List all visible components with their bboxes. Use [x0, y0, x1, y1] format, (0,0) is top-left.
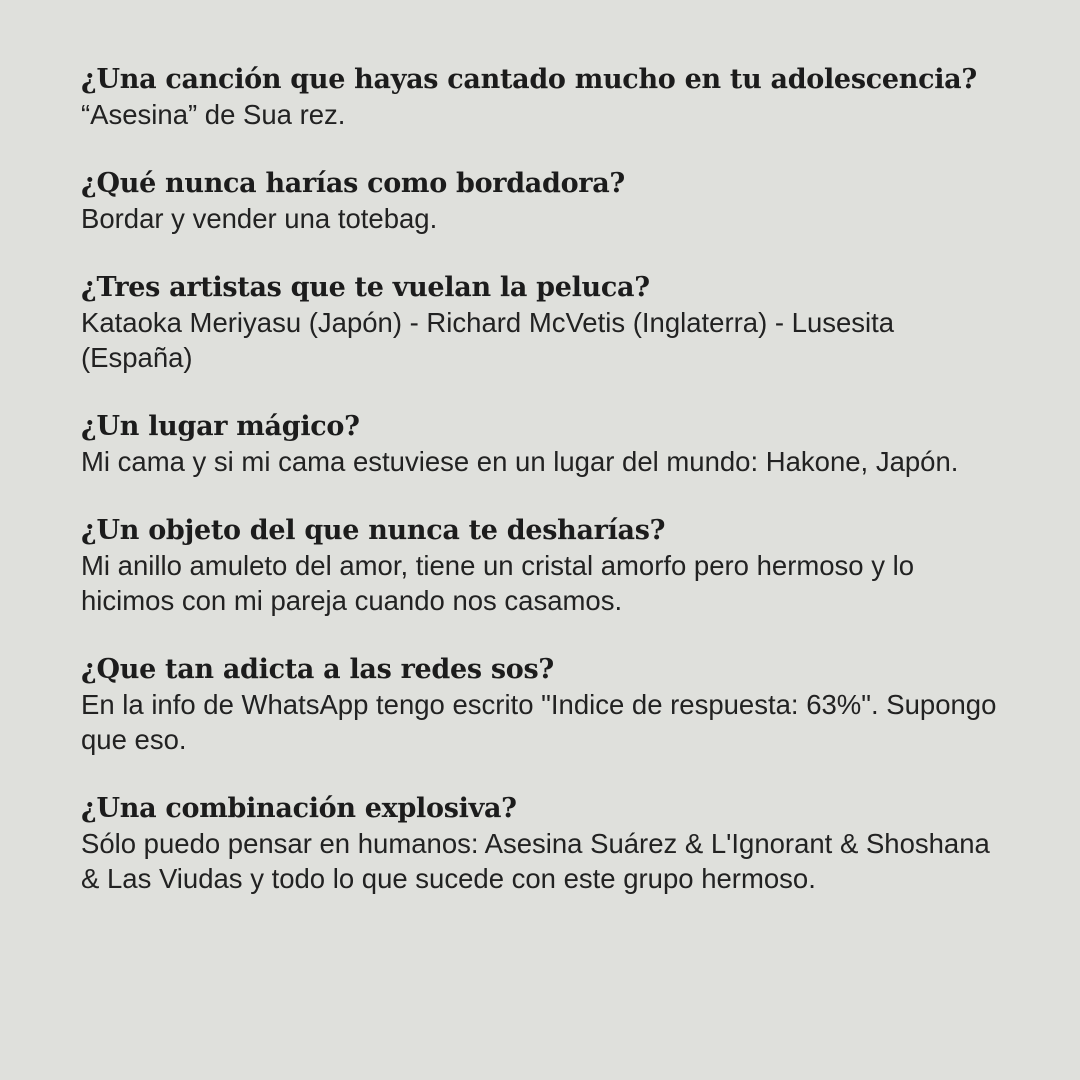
- interview-page: [81, 62, 1011, 930]
- answer-text: “Asesina” de Sua rez.: [81, 99, 346, 130]
- qa-item: [81, 652, 1011, 757]
- qa-item: [81, 513, 1011, 618]
- answer-text: En la info de WhatsApp tengo escrito "Indice de respuesta: 63%". Supongo que eso.: [81, 689, 997, 755]
- qa-item: [81, 270, 1011, 375]
- question-heading: ¿Una combinación explosiva?: [81, 793, 517, 824]
- question-heading: ¿Tres artistas que te vuelan la peluca?: [81, 272, 650, 303]
- qa-item: [81, 791, 1011, 896]
- answer-text: Mi anillo amuleto del amor, tiene un cristal amorfo pero hermoso y lo hicimos con mi pareja cuando nos casamos.: [81, 550, 915, 616]
- question-heading: ¿Qué nunca harías como bordadora?: [81, 168, 625, 199]
- answer-text: Sólo puedo pensar en humanos: Asesina Suárez & L'Ignorant & Shoshana & Las Viudas y todo lo que sucede con este grupo hermoso.: [81, 828, 990, 894]
- question-heading: ¿Una canción que hayas cantado mucho en tu adolescencia?: [81, 64, 977, 95]
- question-heading: ¿Que tan adicta a las redes sos?: [81, 654, 554, 685]
- question-heading: ¿Un objeto del que nunca te desharías?: [81, 515, 666, 546]
- answer-text: Kataoka Meriyasu (Japón) - Richard McVetis (Inglaterra) - Lusesita (España): [81, 307, 895, 373]
- qa-item: [81, 62, 1011, 132]
- qa-item: [81, 409, 1011, 479]
- answer-text: Mi cama y si mi cama estuviese en un lugar del mundo: Hakone, Japón.: [81, 446, 959, 477]
- qa-item: [81, 166, 1011, 236]
- answer-text: Bordar y vender una totebag.: [81, 203, 438, 234]
- question-heading: ¿Un lugar mágico?: [81, 411, 360, 442]
